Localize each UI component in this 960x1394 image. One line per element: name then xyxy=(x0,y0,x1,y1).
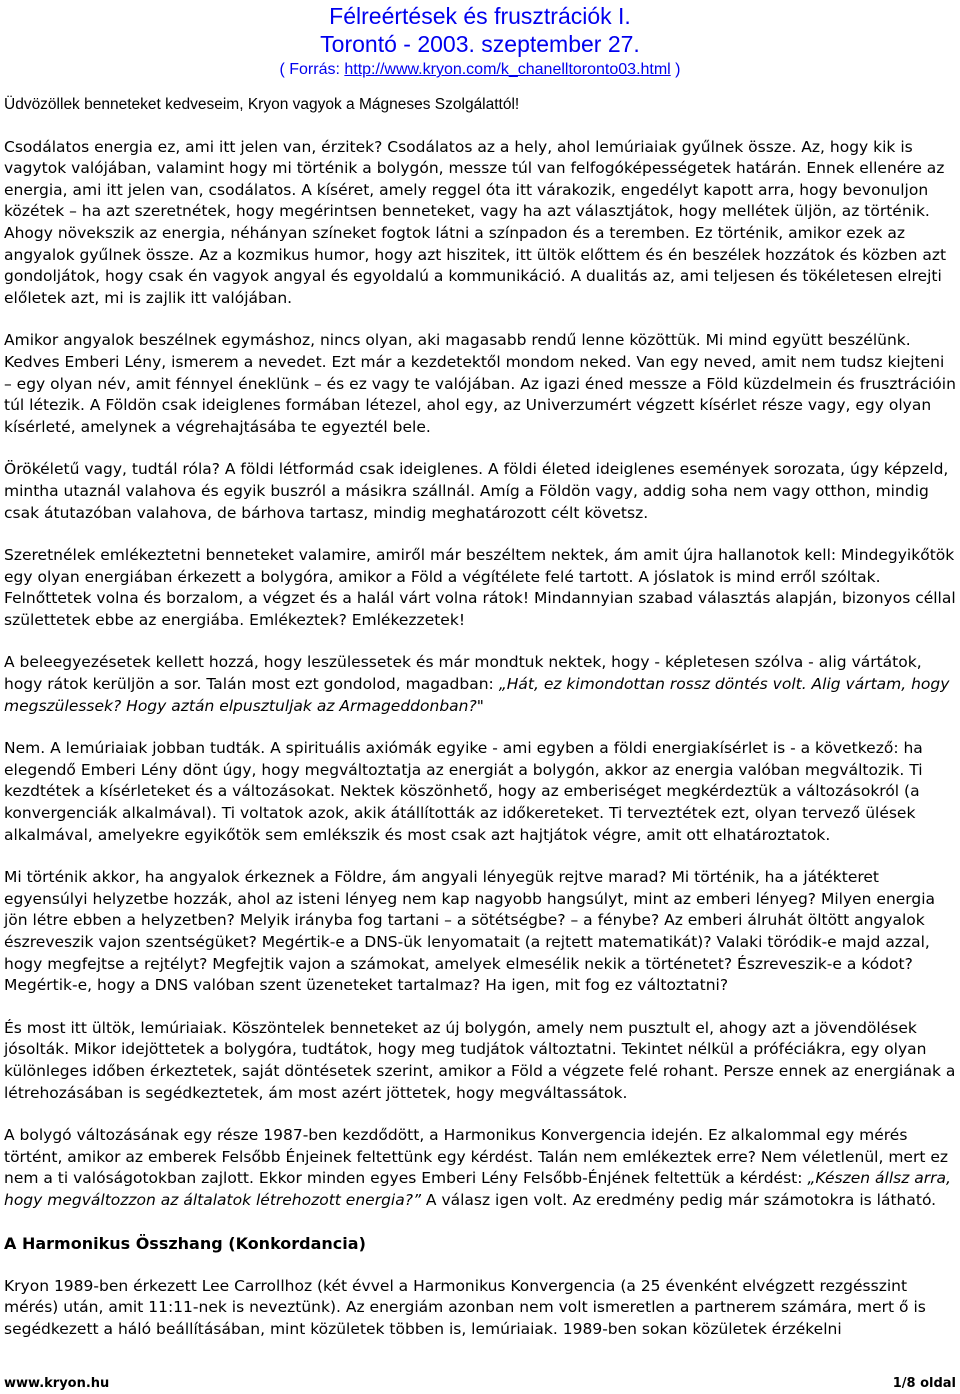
paragraph-3: Örökéletű vagy, tudtál róla? A földi létformád csak ideiglenes. A földi életed ideiglenes események sorozata, úgy képzeld, mintha utaznál valahova és egyik buszról a másikra szállnál. Amíg a Földön vagy, addig soha nem vagy otthon, mindig csak átutazóban valahova, de bárhova tartasz, mindig meghatározott célt követsz. xyxy=(4,460,949,522)
footer-site: www.kryon.hu xyxy=(4,1376,110,1391)
paragraph-5-text: A beleegyezésetek kellett hozzá, hogy leszülessetek és már mondtuk nektek, hogy - képletesen szólva - alig vártátok, hogy rátok kerüljön a sor. Talán most ezt gondolod, magadban: xyxy=(4,653,922,694)
paragraph-9-end: A válasz igen volt. Az eredmény pedig már számotokra is látható. xyxy=(420,1190,937,1209)
page-footer xyxy=(4,1376,956,1391)
paragraph-5-quote: „Hát, ez kimondottan rossz döntés volt. Alig vártam, hogy megszülessek? Hogy aztán elpusztuljak az Armageddonban?" xyxy=(4,675,950,715)
document-subtitle: Torontó - 2003. szeptember 27. xyxy=(320,31,640,57)
document-title: Félreértések és frusztrációk I. xyxy=(329,3,631,29)
section-heading: A Harmonikus Összhang (Konkordancia) xyxy=(4,1233,366,1253)
paragraph-1: Csodálatos energia ez, ami itt jelen van, érzitek? Csodálatos az a hely, ahol lemúriaiak gyűlnek össze. Az, hogy kik is vagytok valójában, valamint hogy mi történik a bolygón, messze túl van felfogóképességetek határán. Ennek ellenére az energia, ami itt jelen van, csodálatos. A kíséret, amely reggel óta itt várakozik, engedélyt kapott arra, hogy bevonuljon közétek – ha azt szeretnétek, hogy megérintsen benneteket, vagy ha azt választjátok, hogy mellétek üljön, az történik. Ahogy növekszik az energia, néhányan színeket fogtok látni a színpadon és a teremben. Ez történik, amikor ezek az angyalok gyűlnek össze. Az a kozmikus humor, hogy azt hiszitek, itt ültök előttem és én beszélek hozzátok és közben azt gondoljátok, hogy csak én vagyok angyal és egyoldalú a kommunikáció. A dualitás az, ami teljesen és tökéletesen elrejti előletek azt, mi is zajlik itt valójában. xyxy=(4,137,947,307)
paragraph-7: Mi történik akkor, ha angyalok érkeznek a Földre, ám angyali lényegük rejtve marad? Mi történik, ha a játékteret egyensúlyi helyzetbe hozzák, ahol az isteni lényeg nem kap nagyobb hangsúlyt, mint az emberi lényeg? Milyen energia jön létre ebben a helyzetben? Melyik irányba fog tartani – a sötétségbe? – a fénybe? Az emberi álruhát öltött angyalok észreveszik vajon szentségüket? Megértik-e a DNS-ük lenyomatait (a rejtett matematikát)? Valaki töródik-e majd azzal, hogy megfejtse a rejtélyt? Megfejtik vajon a számokat, amelyek elmesélik nekik a történetet? Észreveszik-e a kódot? Megértik-e, hogy a DNS valóban szent üzeneteket tartalmaz? Ha igen, mit fog ez változtatni? xyxy=(4,868,936,995)
paragraph-9 xyxy=(4,1125,956,1211)
paragraph-9-text: A bolygó változásának egy része 1987-ben kezdődött, a Harmonikus Konvergencia idején. Ez alkalommal egy mérés történt, amikor az emberek Felsőbb Énjeinek feltettünk egy kérdést. Talán nem emlékeztek erre? Nem véletlenül, mert ez nem a ti valóságotokban zajlott. Ekkor minden egyes Emberi Lény Felsőbb-Énjének feltettük a kérdést: xyxy=(4,1126,949,1188)
paragraph-6: Nem. A lemúriaiak jobban tudták. A spirituális axiómák egyike - ami egyben a földi energiakísérlet is - a következő: ha elegendő Emberi Lény dönt úgy, hogy megváltoztatja az energiát a bolygón, akkor az energia valóban megváltozik. Ti kezdtétek a kísérleteket és a változásokat. Nektek köszönhető, hogy az emberiséget megkérdeztük a változásokról (a konvergenciák alkalmával). Ti voltatok azok, akik átállították az időkereteket. Ti terveztétek ezt, olyan tervező ülések alkalmával, amelyekre egyikőtök sem emlékszik és most csak azt hajtjátok végre, amit ott elhatároztatok. xyxy=(4,739,923,844)
paragraph-9-quote: „Készen állsz arra, hogy megváltozzon az általatok létrehozott energia?” xyxy=(4,1169,951,1209)
paragraph-5 xyxy=(4,652,956,717)
paragraph-4: Szeretnélek emlékeztetni benneteket valamire, amiről már beszéltem nektek, ám amit újra hallanotok kell: Mindegyikőtök egy olyan energiában érkezett a bolygóra, amikor a Föld a végítélete felé tartott. A jóslatok is mind erről szóltak. Felnőttetek volna és borzalom, a végzet és a halál várt volna rátok! Mindannyian szabad választás alapján, bizonyos céllal születtetek ebbe az energiába. Emlékeztek? Emlékezzetek! xyxy=(4,546,956,629)
paragraph-8: És most itt ültök, lemúriaiak. Köszöntelek benneteket az új bolygón, amely nem pusztult el, ahogy azt a jövendölések jósolták. Mikor idejöttetek a bolygóra, tudtátok, hogy meg tudjátok változtatni. Tekintet nélkül a próféciákra, egy olyan különleges időben érkeztetek, saját döntésetek szerint, amikor a Föld a végzete felé rohant. Persze ennek az energiának a létrehozásában is segédkeztetek, ám most azért jöttetek, hogy megváltassátok. xyxy=(4,1018,956,1102)
document-body xyxy=(4,94,956,1340)
paragraph-2: Amikor angyalok beszélnek egymáshoz, nincs olyan, aki magasabb rendű lenne közöttük. Mi mind együtt beszélünk. Kedves Emberi Lény, ismerem a nevedet. Ezt már a kezdetektől mondom neked. Van egy neved, amit nem tudsz kiejteni – egy olyan név, amit fénnyel éneklünk – és ez vagy te valójában. Az igazi éned messze a Föld küzdelmein és frusztrációin túl létezik. A Földön csak ideiglenes formában létezel, ahol egy, az Univerzumért végzett kísérlet része vagy, egy olyan kísérleté, amelynek a végrehajtásába te egyeztél bele. xyxy=(4,331,956,436)
document-header xyxy=(0,0,960,80)
greeting: Üdvözöllek benneteket kedveseim, Kryon vagyok a Mágneses Szolgálattól! xyxy=(4,96,520,113)
source-link[interactable]: http://www.kryon.com/k_chanelltoronto03.html xyxy=(344,61,671,78)
source-line xyxy=(0,60,960,80)
source-suffix: ) xyxy=(670,61,681,78)
source-prefix: ( Forrás: xyxy=(279,61,345,78)
paragraph-10: Kryon 1989-ben érkezett Lee Carrollhoz (két évvel a Harmonikus Konvergencia (a 25 évenként elvégzett rezgésszint mérés) után, amit 11:11-nek is neveztünk). Az energiám azonban nem volt ismeretlen a partnerem számára, mert ő is segédkezett a háló beállításában, mint közületek többen is, lemúriaiak. 1989-ben sokan közületek érzékelni xyxy=(4,1276,926,1338)
footer-page-number: 1/8 oldal xyxy=(892,1376,956,1391)
